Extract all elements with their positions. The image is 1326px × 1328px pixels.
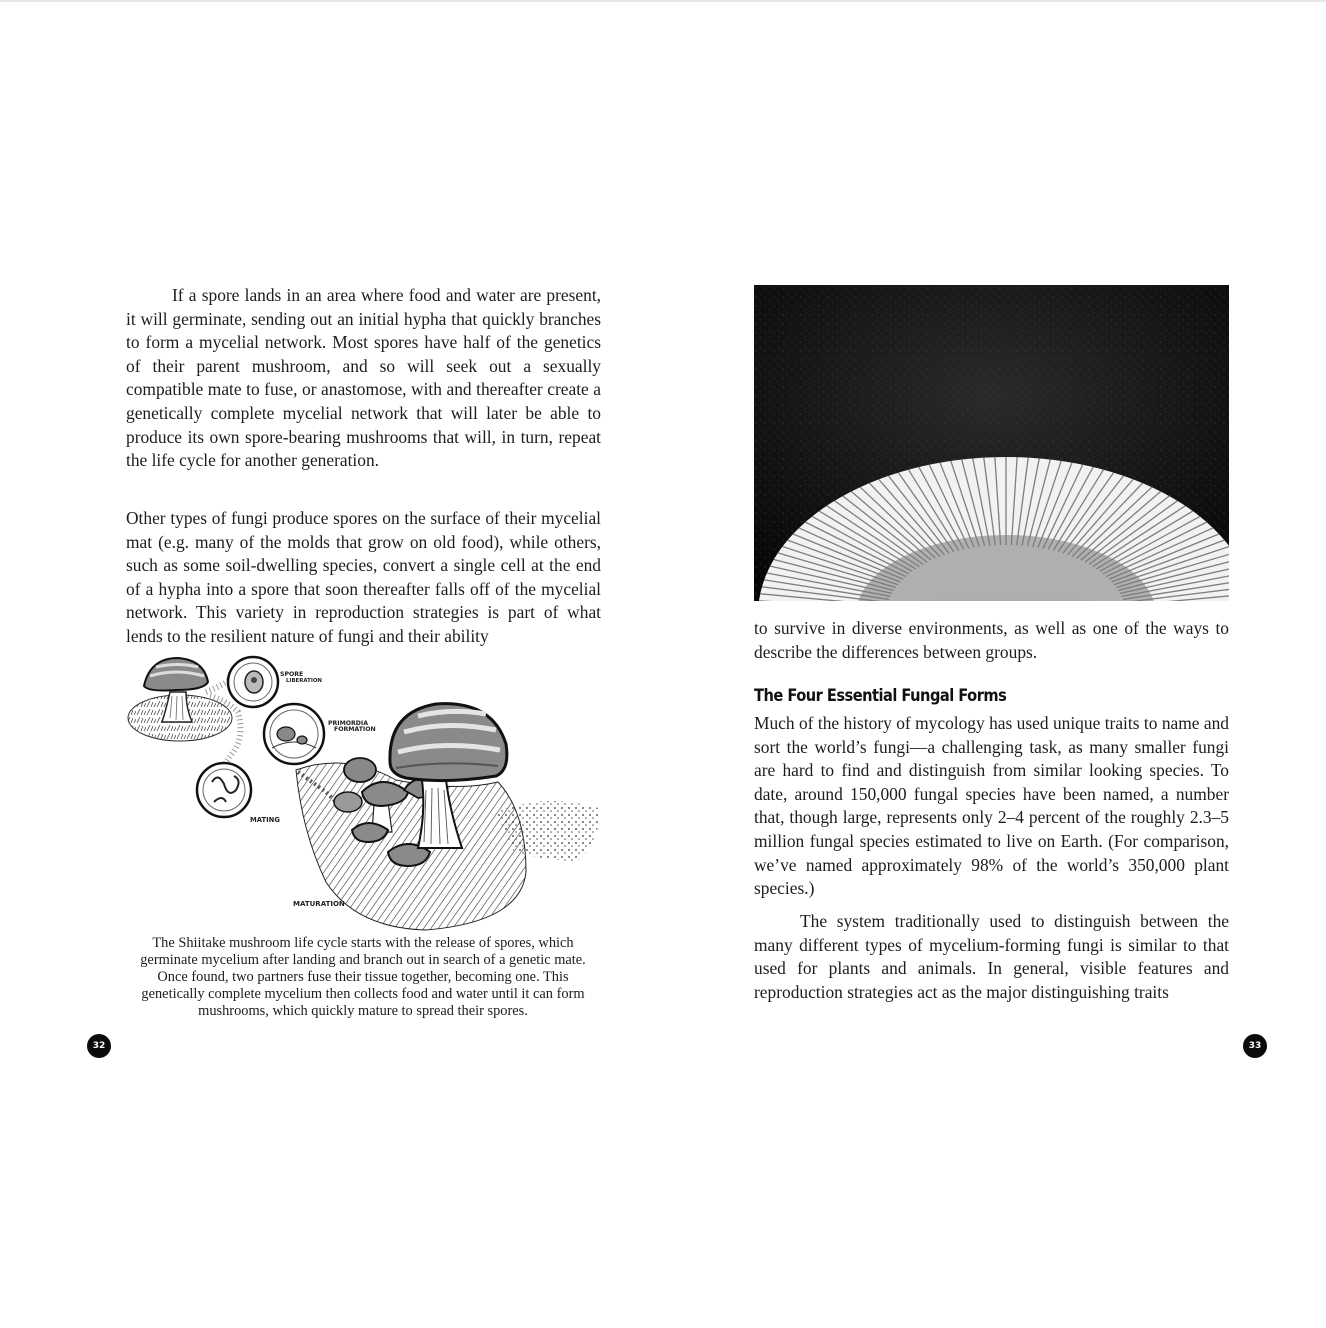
label-primordia: PRIMORDIA <box>328 720 369 727</box>
label-mating: MATING <box>250 816 280 824</box>
label-liberation: LIBERATION <box>286 678 322 684</box>
page-number-right: 33 <box>1243 1034 1267 1058</box>
label-spore: SPORE <box>280 671 304 678</box>
page-number-left: 32 <box>87 1034 111 1058</box>
shiitake-life-cycle-illustration <box>126 652 602 934</box>
section-heading: The Four Essential Fungal Forms <box>754 686 1007 706</box>
right-paragraph-2: Much of the history of mycology has used unique traits to name and sort the world’s fungi—a challenging task, as many smaller fungi are hard to find and distinguish from similar looking species. To date, around 150,000 fungal species have been named, a number that, though large, represents only 2–4 percent of the roughly 2.3–5 million fungal species estimated to live on Earth. (For comparison, we’ve named approximately 98% of the world’s 350,000 plant species.) <box>754 713 1229 899</box>
figure-caption: The Shiitake mushroom life cycle starts with the release of spores, which germinate mycelium after landing and branch out in search of a genetic mate. Once found, two partners fuse their tissue together, becoming one. This genetically complete mycelium then collects food and water until it can form mushrooms, which quickly mature to spread their spores. <box>140 935 586 1020</box>
right-paragraph-3: The system traditionally used to distinguish between the many different types of mycelium-forming fungi is similar to that used for plants and animals. In general, visible features and reproduction strategies act as the major distinguishing traits <box>754 911 1229 1002</box>
primordia-formation-circle <box>264 704 324 764</box>
small-mushroom <box>128 658 232 741</box>
label-maturation: MATURATION <box>293 900 345 908</box>
left-paragraph-2: Other types of fungi produce spores on the surface of their mycelial mat (e.g. many of the molds that grow on old food), while others, such as some soil-dwelling species, convert a single cell at the end of a hypha into a spore that soon thereafter falls off of the mycelial network. This variety in reproduction strategies is part of what lends to the resilient nature of fungi and their ability <box>126 508 601 646</box>
label-formation: FORMATION <box>334 726 376 733</box>
mating-circle <box>197 763 251 817</box>
left-paragraph-1: If a spore lands in an area where food and water are present, it will germinate, sending out an initial hypha that quickly branches to form a mycelial network. Most spores have half of the genetics of their parent mushroom, and so will seek out a sexually compatible mate to fuse, or anastomose, with and thereafter create a genetically complete mycelial network that will later be able to produce its own spore-bearing mushrooms that will, in turn, repeat the life cycle for another generation. <box>126 285 601 471</box>
right-page <box>663 0 1326 1328</box>
mushroom-gills-photo <box>754 285 1229 601</box>
spore-liberation-circle <box>228 657 278 707</box>
right-paragraph-1: to survive in diverse environments, as well as one of the ways to describe the differences between groups. <box>754 618 1229 662</box>
